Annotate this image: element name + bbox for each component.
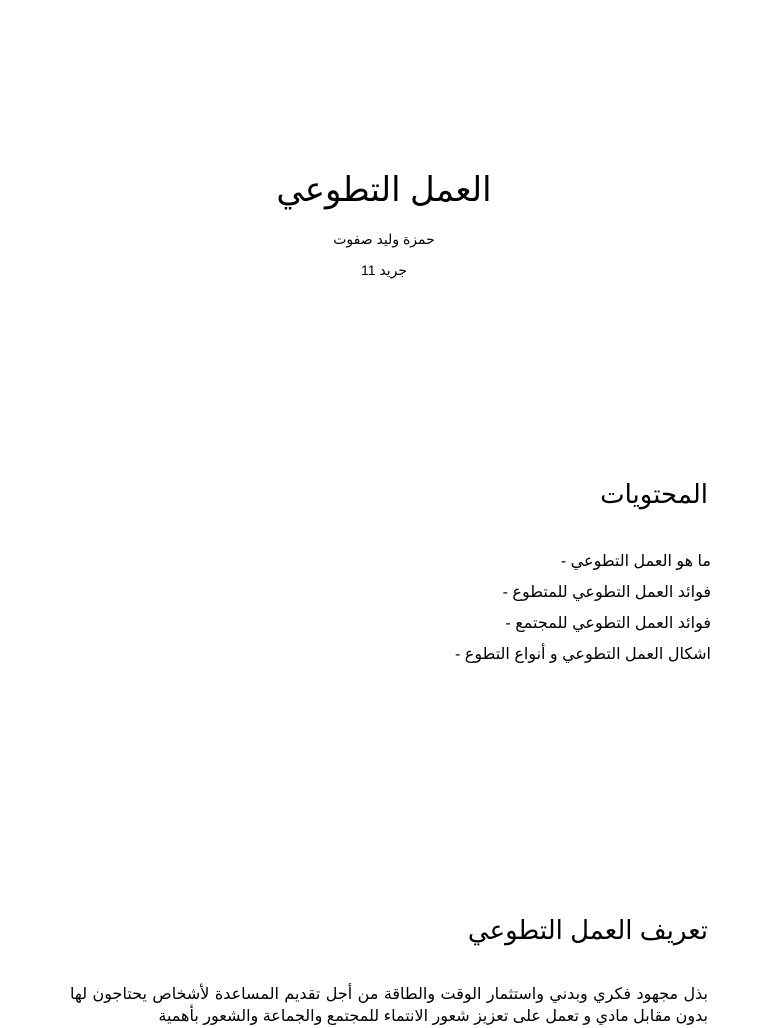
grade-label: جريد 11: [360, 262, 408, 278]
list-item: فوائد العمل التطوعي للمجتمع -: [505, 615, 711, 632]
list-item: فوائد العمل التطوعي للمتطوع -: [502, 584, 711, 601]
contents-list: [455, 546, 711, 670]
contents-heading: المحتويات: [600, 479, 708, 509]
definition-heading: تعريف العمل التطوعي: [467, 915, 708, 945]
document-title: العمل التطوعي: [276, 171, 492, 209]
author-name: حمزة وليد صفوت: [333, 231, 435, 247]
list-item: ما هو العمل التطوعي -: [560, 553, 711, 570]
list-item: اشكال العمل التطوعي و أنواع التطوع -: [455, 646, 711, 663]
definition-paragraph: بذل مجهود فكري وبدني واستثمار الوقت والطاقة من أجل تقديم المساعدة لأشخاص يحتاجون لها بدون مقابل مادي و تعمل على تعزيز شعور الانتماء للمجتمع والجماعة والشعور بأهمية: [70, 986, 708, 1025]
